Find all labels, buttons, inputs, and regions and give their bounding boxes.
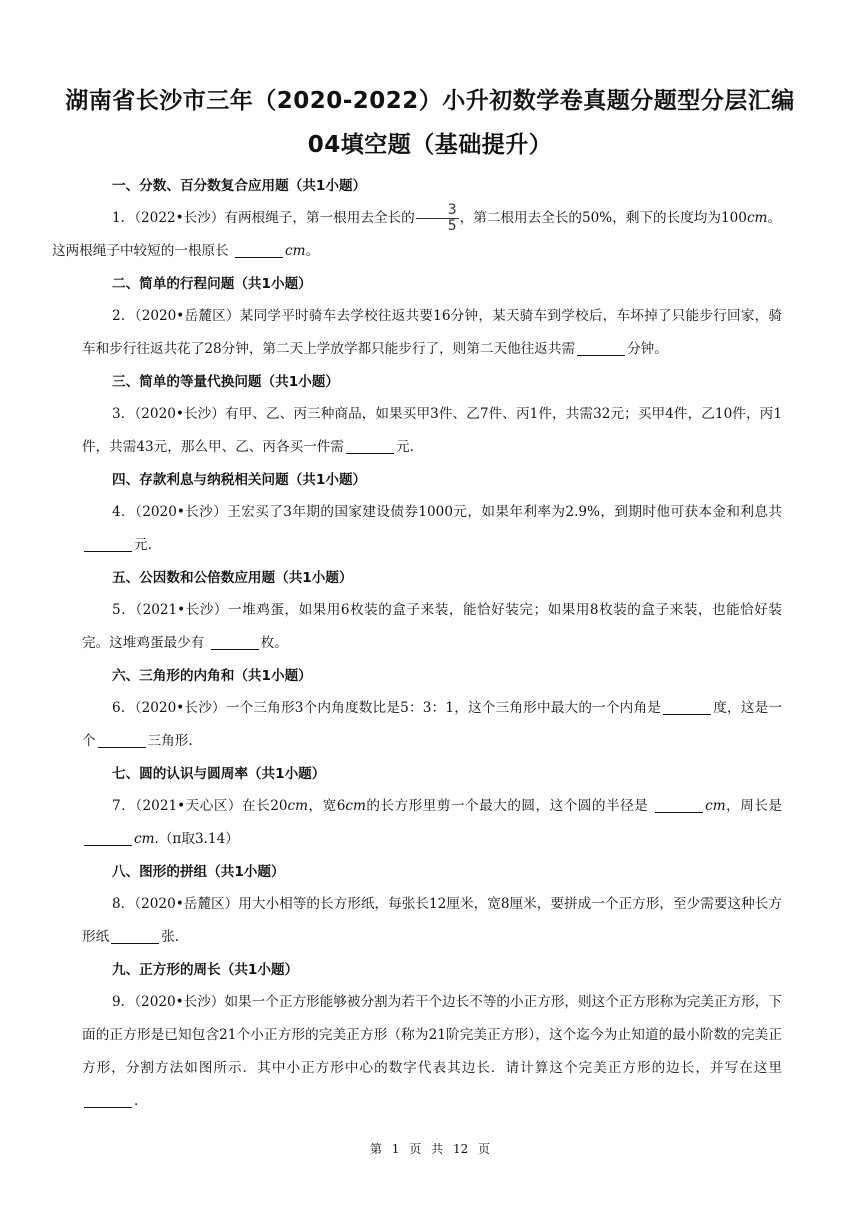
footer-text: 共: [431, 1142, 444, 1156]
answer-blank[interactable]: [84, 536, 132, 552]
answer-blank[interactable]: [84, 1092, 132, 1108]
question-text: 枚。: [260, 635, 288, 651]
question-text: ，宽6: [308, 798, 346, 814]
fraction: [416, 203, 459, 234]
question-text: ，周长是: [725, 798, 783, 814]
answer-blank[interactable]: [655, 797, 703, 813]
unit-text: cm: [134, 831, 155, 847]
question-text: 7．（2021•天心区）在长20: [112, 798, 288, 814]
page-number: 1: [391, 1142, 400, 1156]
question-text: 张.: [161, 929, 180, 945]
answer-blank[interactable]: [84, 830, 132, 846]
question-text: .（π取3.14）: [154, 831, 239, 847]
question-text: 。: [767, 210, 782, 226]
question-text: 2．（2020•岳麓区）某同学平时骑车去学校往返共要16分钟，某天骑车到学校后，车坏掉了只能步行回家，骑车和步行往返共花了28分钟，第二天上学放学都只能步行了，则第二天他往返共需: [82, 308, 782, 357]
question-text: .: [134, 1093, 139, 1109]
answer-blank[interactable]: [346, 438, 394, 454]
section-heading: 九、正方形的周长（共1小题）: [112, 962, 299, 978]
question-text: 4．（2020•长沙）王宏买了3年期的国家建设债券1000元，如果年利率为2.9%，到期时他可获本金和利息共: [112, 504, 782, 520]
answer-blank[interactable]: [211, 634, 259, 650]
document-title-line1: 湖南省长沙市三年（2020-2022）小升初数学卷真题分题型分层汇编: [65, 88, 795, 114]
answer-blank[interactable]: [111, 928, 159, 944]
fraction-numerator: 3: [416, 203, 459, 219]
question-text: 8．（2020•岳麓区）用大小相等的长方形纸，每张长12厘米，宽8厘米，要拼成一个正方形，至少需要这种长方形纸: [82, 896, 782, 945]
question-6: [82, 692, 782, 758]
question-7: [82, 790, 782, 856]
question-2: [82, 300, 782, 366]
unit-text: cm: [285, 243, 306, 259]
question-text: 这两根绳子中较短的一根原长: [52, 243, 234, 259]
document-title-line2: 04填空题（基础提升）: [307, 132, 553, 158]
section-heading: 五、公因数和公倍数应用题（共1小题）: [112, 570, 353, 586]
section-heading: 一、分数、百分数复合应用题（共1小题）: [112, 178, 367, 194]
question-text: 元.: [134, 537, 152, 553]
question-text: 5．（2021•长沙）一堆鸡蛋，如果用6枚装的盒子来装，能恰好装完；如果用8枚装的盒子来装，也能恰好装完。这堆鸡蛋最少有: [82, 602, 782, 651]
section-heading: 七、圆的认识与圆周率（共1小题）: [112, 766, 326, 782]
total-pages: 12: [452, 1142, 469, 1156]
unit-text: cm: [287, 798, 309, 814]
footer-text: 第: [369, 1142, 382, 1156]
question-3: [82, 398, 782, 464]
unit-text: cm: [705, 798, 726, 814]
answer-blank[interactable]: [577, 340, 625, 356]
answer-blank[interactable]: [235, 242, 283, 258]
question-1: [52, 202, 782, 268]
question-text: ，第二根用去全长的50%，剩下的长度均为100: [459, 210, 747, 226]
question-text: 3．（2020•长沙）有甲、乙、丙三种商品，如果买甲3件、乙7件、丙1件，共需32元；买甲4件，乙10件，丙1件，共需43元，那么甲、乙、丙各买一件需: [82, 406, 782, 455]
question-text: 元.: [395, 439, 414, 455]
question-text: 1．（2022•长沙）有两根绳子，第一根用去全长的: [112, 210, 415, 226]
question-text: 。: [305, 243, 320, 259]
question-text: 三角形.: [147, 733, 193, 749]
question-text: 度，这是一个: [82, 700, 783, 749]
section-heading: 二、简单的行程问题（共1小题）: [112, 276, 312, 292]
unit-text: cm: [345, 798, 366, 814]
question-text: 的长方形里剪一个最大的圆，这个圆的半径是: [365, 798, 654, 814]
question-9: [82, 986, 782, 1118]
fraction-denominator: 5: [447, 218, 457, 234]
document-body: [52, 170, 783, 1118]
unit-text: cm: [746, 210, 768, 226]
question-text: 9．（2020•长沙）如果一个正方形能够被分割为若干个边长不等的小正方形，则这个正方形称为完美正方形，下面的正方形是已知包含21个小正方形的完美正方形（称为21阶完美正方形），这个迄今为止知道的最小阶数的完美正方形，分割方法如图所示．其中小正方形中心的数字代表其边长．请计算这个完美正方形的边长，并写在这里: [82, 994, 782, 1076]
question-text: 分钟。: [627, 341, 668, 357]
answer-blank[interactable]: [98, 732, 146, 748]
question-8: [82, 888, 782, 954]
section-heading: 四、存款利息与纳税相关问题（共1小题）: [112, 472, 367, 488]
section-heading: 三、简单的等量代换问题（共1小题）: [112, 374, 339, 390]
question-text: 6．（2020•长沙）一个三角形3个内角度数比是5：3：1，这个三角形中最大的一个内角是: [112, 700, 662, 716]
page-footer: [0, 1140, 860, 1157]
section-heading: 六、三角形的内角和（共1小题）: [112, 668, 312, 684]
footer-text: 页: [478, 1142, 491, 1156]
question-4: [82, 496, 782, 562]
section-heading: 八、图形的拼组（共1小题）: [112, 864, 285, 880]
question-5: [82, 594, 782, 660]
answer-blank[interactable]: [663, 699, 711, 715]
footer-text: 页: [409, 1142, 422, 1156]
